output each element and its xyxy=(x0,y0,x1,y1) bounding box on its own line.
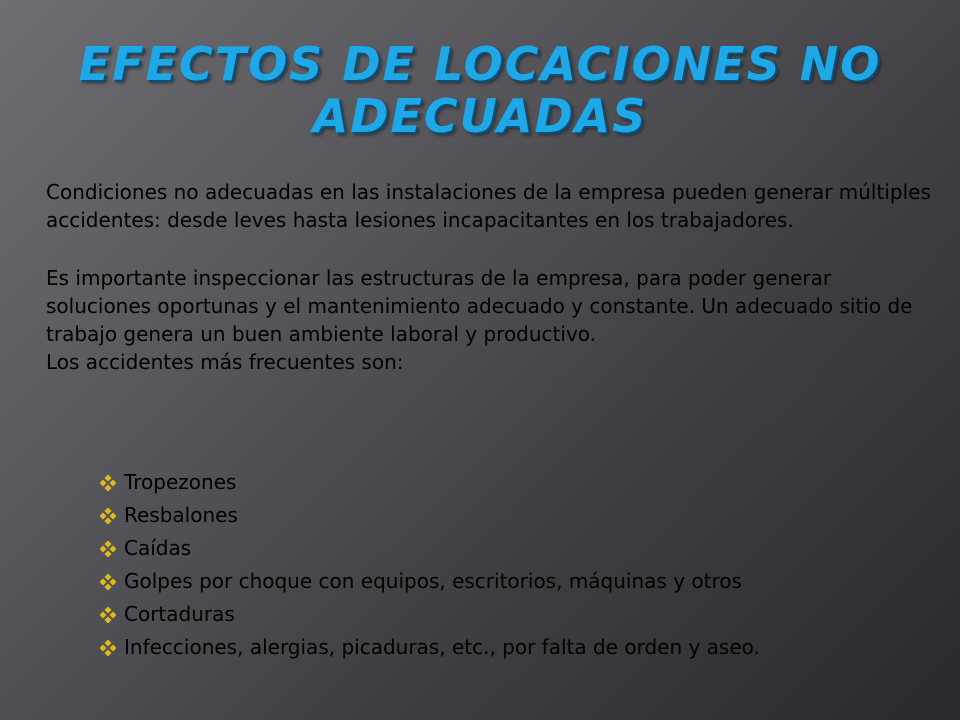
diamond-bullet-icon xyxy=(100,607,116,623)
slide-title xyxy=(40,38,920,142)
list-item-label: Golpes por choque con equipos, escritorios, máquinas y otros xyxy=(124,569,742,593)
diamond-bullet-icon xyxy=(100,475,116,491)
paragraph-inspection: Es importante inspeccionar las estructuras de la empresa, para poder generar soluciones oportunas y el mantenimiento adecuado y constante. Un adecuado sitio de trabajo genera un buen ambiente laboral y productivo. xyxy=(46,266,913,346)
list-item-label: Cortaduras xyxy=(124,602,235,626)
diamond-bullet-icon xyxy=(100,640,116,656)
slide-title-line-1: EFECTOS DE LOCACIONES NO xyxy=(78,37,882,91)
accident-list xyxy=(100,466,760,664)
paragraph-conditions: Condiciones no adecuadas en las instalaciones de la empresa pueden generar múltiples accidentes: desde leves hasta lesiones incapacitantes en los trabajadores. xyxy=(46,180,931,232)
slide-body xyxy=(46,178,936,376)
slide-title-line-2: ADECUADAS xyxy=(312,89,648,143)
list-item-label: Caídas xyxy=(124,536,192,560)
list-item xyxy=(100,532,760,565)
list-item-label: Resbalones xyxy=(124,503,238,527)
diamond-bullet-icon xyxy=(100,541,116,557)
list-item xyxy=(100,565,760,598)
list-item-label: Infecciones, alergias, picaduras, etc., por falta de orden y aseo. xyxy=(124,635,760,659)
list-item xyxy=(100,598,760,631)
list-item-label: Tropezones xyxy=(124,470,237,494)
diamond-bullet-icon xyxy=(100,508,116,524)
diamond-bullet-icon xyxy=(100,574,116,590)
list-item xyxy=(100,499,760,532)
list-item xyxy=(100,631,760,664)
list-item xyxy=(100,466,760,499)
paragraph-frequent-accidents: Los accidentes más frecuentes son: xyxy=(46,350,404,374)
